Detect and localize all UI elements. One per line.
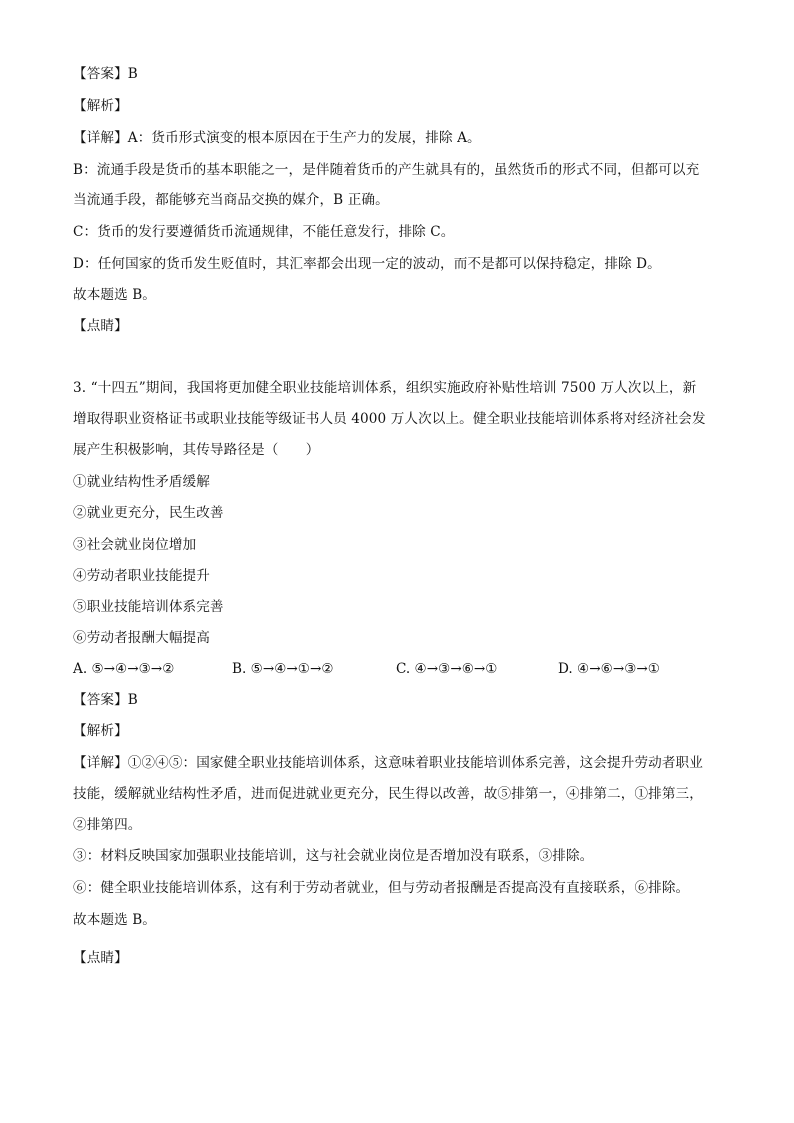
q2-answer: 【答案】B [73,66,138,82]
q3-stem-line: 增取得职业资格证书或职业技能等级证书人员 4000 万人次以上。健全职业技能培训体系将对经济社会发 [73,411,706,427]
q2-detail-line: C：货币的发行要遵循货币流通规律，不能任意发行，排除 C。 [73,224,455,240]
q3-option-d: D. ④→⑥→③→① [558,661,660,677]
q3-detail-line: ③：材料反映国家加强职业技能培训，这与社会就业岗位是否增加没有联系，③排除。 [73,848,594,864]
q3-answer: 【答案】B [73,692,138,708]
q3-item: ③社会就业岗位增加 [73,537,197,553]
q2-detail-line: 【详解】A：货币形式演变的根本原因在于生产力的发展，排除 A。 [73,130,481,146]
q3-item: ④劳动者职业技能提升 [73,568,210,584]
q2-detail-line: 当流通手段，都能够充当商品交换的媒介，B 正确。 [73,192,389,208]
q3-option-b: B. ⑤→④→①→② [232,661,334,677]
q2-analysis-label: 【解析】 [73,98,128,114]
q3-stem-line: 展产生积极影响，其传导路径是（ ） [73,442,320,458]
q3-points-label: 【点睛】 [73,950,128,966]
q3-option-a: A. ⑤→④→③→② [73,661,175,677]
q3-detail-line: 技能，缓解就业结构性矛盾，进而促进就业更充分，民生得以改善，故⑤排第一，④排第二，①排第三， [73,786,703,802]
q3-options-row [73,659,723,679]
q2-detail-line: B：流通手段是货币的基本职能之一，是伴随着货币的产生就具有的，虽然货币的形式不同，但都可以充 [73,162,700,178]
q3-option-c: C. ④→③→⑥→① [396,661,498,677]
q3-conclusion: 故本题选 B。 [73,912,156,928]
q3-detail-line: ②排第四。 [73,817,142,833]
q3-stem-line: 3. “十四五”期间，我国将更加健全职业技能培训体系，组织实施政府补贴性培训 7500 万人次以上，新 [73,380,697,396]
q3-item: ②就业更充分，民生改善 [73,505,224,521]
q2-points-label: 【点睛】 [73,318,128,334]
q3-item: ⑥劳动者报酬大幅提高 [73,630,210,646]
q3-item: ⑤职业技能培训体系完善 [73,599,224,615]
q2-detail-line: D：任何国家的货币发生贬值时，其汇率都会出现一定的波动，而不是都可以保持稳定，排除 D。 [73,256,661,272]
q3-analysis-label: 【解析】 [73,723,128,739]
q3-item: ①就业结构性矛盾缓解 [73,474,210,490]
q2-conclusion: 故本题选 B。 [73,287,156,303]
q3-detail-line: 【详解】①②④⑤：国家健全职业技能培训体系，这意味着职业技能培训体系完善，这会提升劳动者职业 [73,755,703,771]
q3-detail-line: ⑥：健全职业技能培训体系，这有利于劳动者就业，但与劳动者报酬是否提高没有直接联系，⑥排除。 [73,880,690,896]
